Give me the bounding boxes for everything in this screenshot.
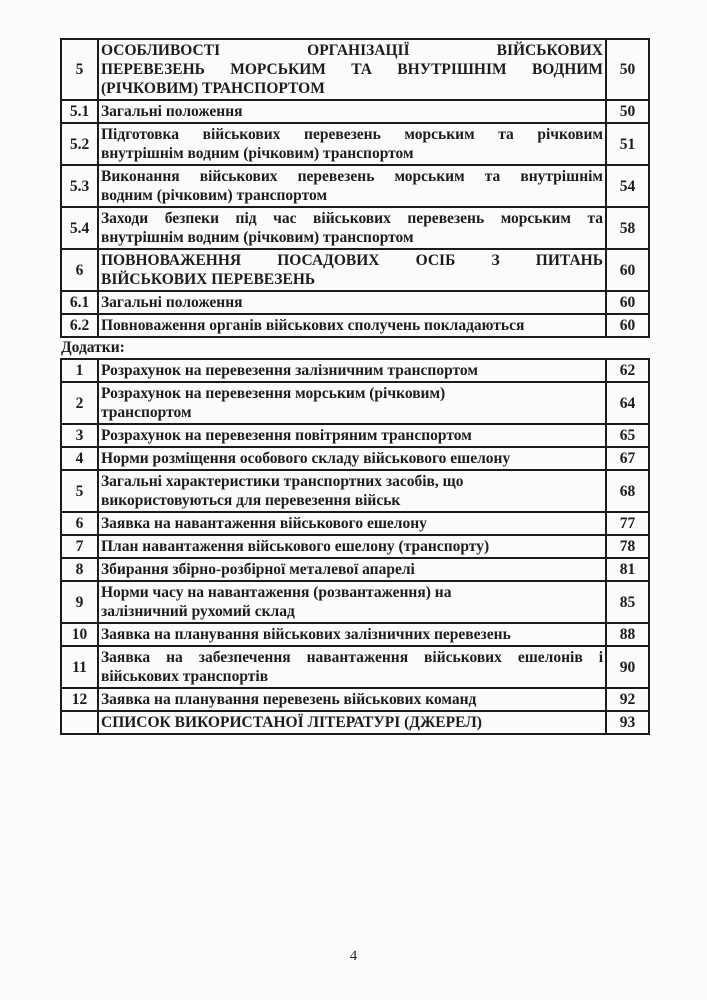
toc-row-number: 3 (61, 424, 98, 447)
toc-table-appendix (60, 358, 650, 735)
toc-row-title: Виконання військових перевезень морським та внутрішнім водним (річковим) транспортом (98, 165, 606, 207)
table-row (61, 711, 649, 734)
toc-row-page: 50 (606, 39, 649, 100)
table-row (61, 382, 649, 424)
toc-row-page: 81 (606, 558, 649, 581)
toc-row-page: 78 (606, 535, 649, 558)
toc-row-number: 8 (61, 558, 98, 581)
table-row (61, 207, 649, 249)
toc-row-title: Повноваження органів військових сполучень покладаються (98, 314, 606, 337)
toc-row-page: 90 (606, 646, 649, 688)
page-number: 4 (349, 948, 358, 964)
toc-row-page: 51 (606, 123, 649, 165)
table-row (61, 100, 649, 123)
toc-row-number: 12 (61, 688, 98, 711)
toc-row-title: Заходи безпеки під час військових перевезень морським та внутрішнім водним (річковим) транспортом (98, 207, 606, 249)
table-row (61, 535, 649, 558)
toc-row-page: 54 (606, 165, 649, 207)
table-row (61, 123, 649, 165)
toc-row-number: 5.3 (61, 165, 98, 207)
toc-row-page: 68 (606, 470, 649, 512)
toc-row-title: Заявка на навантаження військового ешелону (98, 512, 606, 535)
table-row (61, 424, 649, 447)
toc-row-number: 9 (61, 581, 98, 623)
table-row (61, 39, 649, 100)
toc-row-number: 11 (61, 646, 98, 688)
toc-row-page: 67 (606, 447, 649, 470)
table-row (61, 314, 649, 337)
toc-row-number: 6.2 (61, 314, 98, 337)
toc-row-title: Розрахунок на перевезення повітряним транспортом (98, 424, 606, 447)
toc-row-title: Загальні положення (98, 291, 606, 314)
toc-row-page: 60 (606, 314, 649, 337)
toc-row-number: 10 (61, 623, 98, 646)
table-row (61, 291, 649, 314)
table-row (61, 447, 649, 470)
toc-row-page: 88 (606, 623, 649, 646)
toc-row-title: Загальні характеристики транспортних засобів, що використовуються для перевезення військ (98, 470, 606, 512)
table-row (61, 581, 649, 623)
toc-row-number: 5.4 (61, 207, 98, 249)
toc-row-title: Норми розміщення особового складу військового ешелону (98, 447, 606, 470)
toc-row-number: 5.2 (61, 123, 98, 165)
table-row (61, 688, 649, 711)
toc-row-title: Збирання збірно-розбірної металевої апарелі (98, 558, 606, 581)
table-row (61, 359, 649, 382)
toc-row-page: 50 (606, 100, 649, 123)
table-row (61, 165, 649, 207)
toc-row-number: 6.1 (61, 291, 98, 314)
toc-row-page: 60 (606, 249, 649, 291)
toc-row-title: СПИСОК ВИКОРИСТАНОЇ ЛІТЕРАТУРІ (ДЖЕРЕЛ) (98, 711, 606, 734)
toc-row-page: 60 (606, 291, 649, 314)
toc-row-number: 4 (61, 447, 98, 470)
toc-row-title: Заявка на планування військових залізничних перевезень (98, 623, 606, 646)
toc-row-number: 5 (61, 39, 98, 100)
toc-row-title: Заявка на забезпечення навантаження військових ешелонів і військових транспортів (98, 646, 606, 688)
toc-row-page: 65 (606, 424, 649, 447)
toc-row-number: 2 (61, 382, 98, 424)
toc-row-page: 85 (606, 581, 649, 623)
toc-row-number: 6 (61, 512, 98, 535)
table-row (61, 470, 649, 512)
toc-row-page: 64 (606, 382, 649, 424)
table-row (61, 623, 649, 646)
table-row (61, 646, 649, 688)
toc-table-sections (60, 38, 650, 338)
appendix-heading: Додатки: (61, 339, 125, 356)
toc-row-title: Розрахунок на перевезення залізничним транспортом (98, 359, 606, 382)
toc-row-number: 5.1 (61, 100, 98, 123)
toc-row-title: Норми часу на навантаження (розвантаження) на залізничний рухомий склад (98, 581, 606, 623)
toc-row-page: 62 (606, 359, 649, 382)
toc-row-page: 92 (606, 688, 649, 711)
toc-row-title: Загальні положення (98, 100, 606, 123)
toc-row-number: 7 (61, 535, 98, 558)
toc-row-number: 6 (61, 249, 98, 291)
toc-row-number: 1 (61, 359, 98, 382)
toc-row-number: 5 (61, 470, 98, 512)
toc-row-title: ПОВНОВАЖЕННЯ ПОСАДОВИХ ОСІБ З ПИТАНЬ ВІЙСЬКОВИХ ПЕРЕВЕЗЕНЬ (98, 249, 606, 291)
toc-row-title: ОСОБЛИВОСТІ ОРГАНІЗАЦІЇ ВІЙСЬКОВИХ ПЕРЕВЕЗЕНЬ МОРСЬКИМ ТА ВНУТРІШНІМ ВОДНИМ (РІЧКОВИМ) ТРАНСПОРТОМ (98, 39, 606, 100)
toc-row-title: Заявка на планування перевезень військових команд (98, 688, 606, 711)
toc-row-title: План навантаження військового ешелону (транспорту) (98, 535, 606, 558)
toc-row-page: 58 (606, 207, 649, 249)
toc-row-title: Підготовка військових перевезень морським та річковим внутрішнім водним (річковим) транспортом (98, 123, 606, 165)
toc-row-page: 93 (606, 711, 649, 734)
toc-row-number (61, 711, 98, 734)
table-row (61, 512, 649, 535)
toc-row-page: 77 (606, 512, 649, 535)
table-row (61, 249, 649, 291)
toc-row-title: Розрахунок на перевезення морським (річковим) транспортом (98, 382, 606, 424)
toc-page (60, 38, 648, 735)
table-row (61, 558, 649, 581)
